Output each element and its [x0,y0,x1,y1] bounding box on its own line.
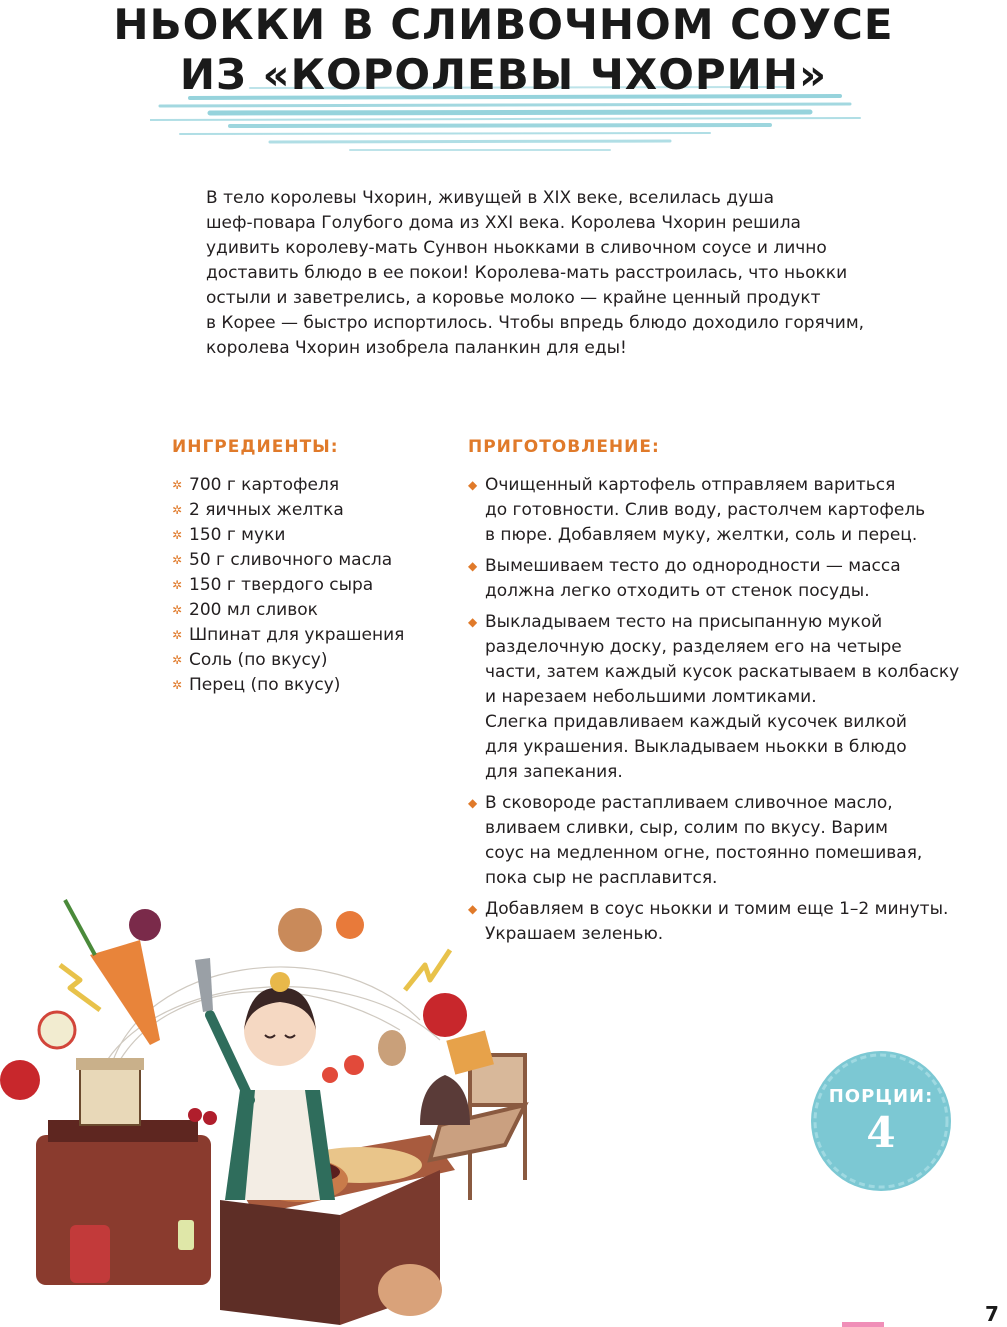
ingredient-item: ✲ Шпинат для украшения [172,623,404,648]
ingredient-item: ✲ Соль (по вкусу) [172,648,404,673]
queen-figure [210,972,335,1200]
preparation-step: ◆ Вымешиваем тесто до однородности — масса должна легко отходить от стенок посуды. [468,556,901,601]
cooking-queen-illustration [0,870,560,1327]
ingredient-item: ✲ 2 яичных желтка [172,498,404,523]
ingredient-item: ✲ Перец (по вкусу) [172,673,404,698]
diamond-bullet-icon: ◆ [468,796,478,810]
wooden-cabinet [36,1058,211,1285]
ingredient-item: ✲ 150 г муки [172,523,404,548]
ingredient-item: ✲ 200 мл сливок [172,598,404,623]
red-jar [70,1225,110,1283]
flower-bullet-icon: ✲ [172,603,183,617]
flour-sack [378,1264,442,1316]
preparation-step: ◆ В сковороде растапливаем сливочное масло, вливаем сливки, сыр, солим по вкусу. Варим соус на медленном огне, постоянно помешивая, пока сыр не расплавится. [468,793,923,888]
flower-bullet-icon: ✲ [172,578,183,592]
portions-value: 4 [866,1108,896,1157]
pink-edge-mark [842,1322,884,1327]
flower-bullet-icon: ✲ [172,528,183,542]
ingredient-item: ✲ 50 г сливочного масла [172,548,404,573]
diamond-bullet-icon: ◆ [468,902,478,916]
flower-bullet-icon: ✲ [172,678,183,692]
flower-bullet-icon: ✲ [172,628,183,642]
diamond-bullet-icon: ◆ [468,615,478,629]
flower-bullet-icon: ✲ [172,653,183,667]
portions-label: ПОРЦИИ: [828,1086,934,1107]
green-jar [178,1220,194,1250]
flower-bullet-icon: ✲ [172,553,183,567]
ingredients-heading: ИНГРЕДИЕНТЫ: [172,437,339,457]
title-block [0,0,1007,160]
ingredient-item: ✲ 150 г твердого сыра [172,573,404,598]
flower-bullet-icon: ✲ [172,478,183,492]
intro-paragraph: В тело королевы Чхорин, живущей в XIX веке, вселилась душа шеф-повара Голубого дома из XXI века. Королева Чхорин решила удивить королеву-мать Сунвон ньокками в сливочном соусе и лично доставить блюдо в ее покои! Королева-мать расстроилась, что ньокки остыли и заветрелись, а коровье молоко — крайне ценный продукт в Корее — быстро испортилось. Чтобы впредь блюдо доходило горячим, королева Чхорин изобрела паланкин для еды! [206,188,865,358]
page-number: 7 [985,1302,999,1326]
flower-bullet-icon: ✲ [172,503,183,517]
knife [195,958,213,1012]
preparation-step: ◆ Очищенный картофель отправляем вариться до готовности. Слив воду, растолчем картофель в пюре. Добавляем муку, желтки, соль и перец. [468,475,926,545]
preparation-heading: ПРИГОТОВЛЕНИЕ: [468,437,660,457]
preparation-step: ◆ Выкладываем тесто на присыпанную мукой разделочную доску, разделяем его на четыре части, затем каждый кусок раскатываем в колбаску и нарезаем небольшими ломтиками. Слегка придавливаем каждый кусочек вилкой для украшения. Выкладываем ньокки в блюдо для запекания. [468,612,960,782]
recipe-title-line-1: НЬОККИ В СЛИВОЧНОМ СОУСЕ [113,0,894,49]
recipe-title-line-2: ИЗ «КОРОЛЕВЫ ЧХОРИН» [179,50,828,99]
ingredient-item: ✲ 700 г картофеля [172,473,404,498]
diamond-bullet-icon: ◆ [468,478,478,492]
portions-badge [806,1046,956,1196]
clay-pot [420,1075,470,1125]
flying-vegetables [0,900,494,1100]
ingredients-list [172,473,404,698]
diamond-bullet-icon: ◆ [468,559,478,573]
preparation-step: ◆ Добавляем в соус ньокки и томим еще 1–2 минуты. Украшаем зеленью. [468,899,949,944]
